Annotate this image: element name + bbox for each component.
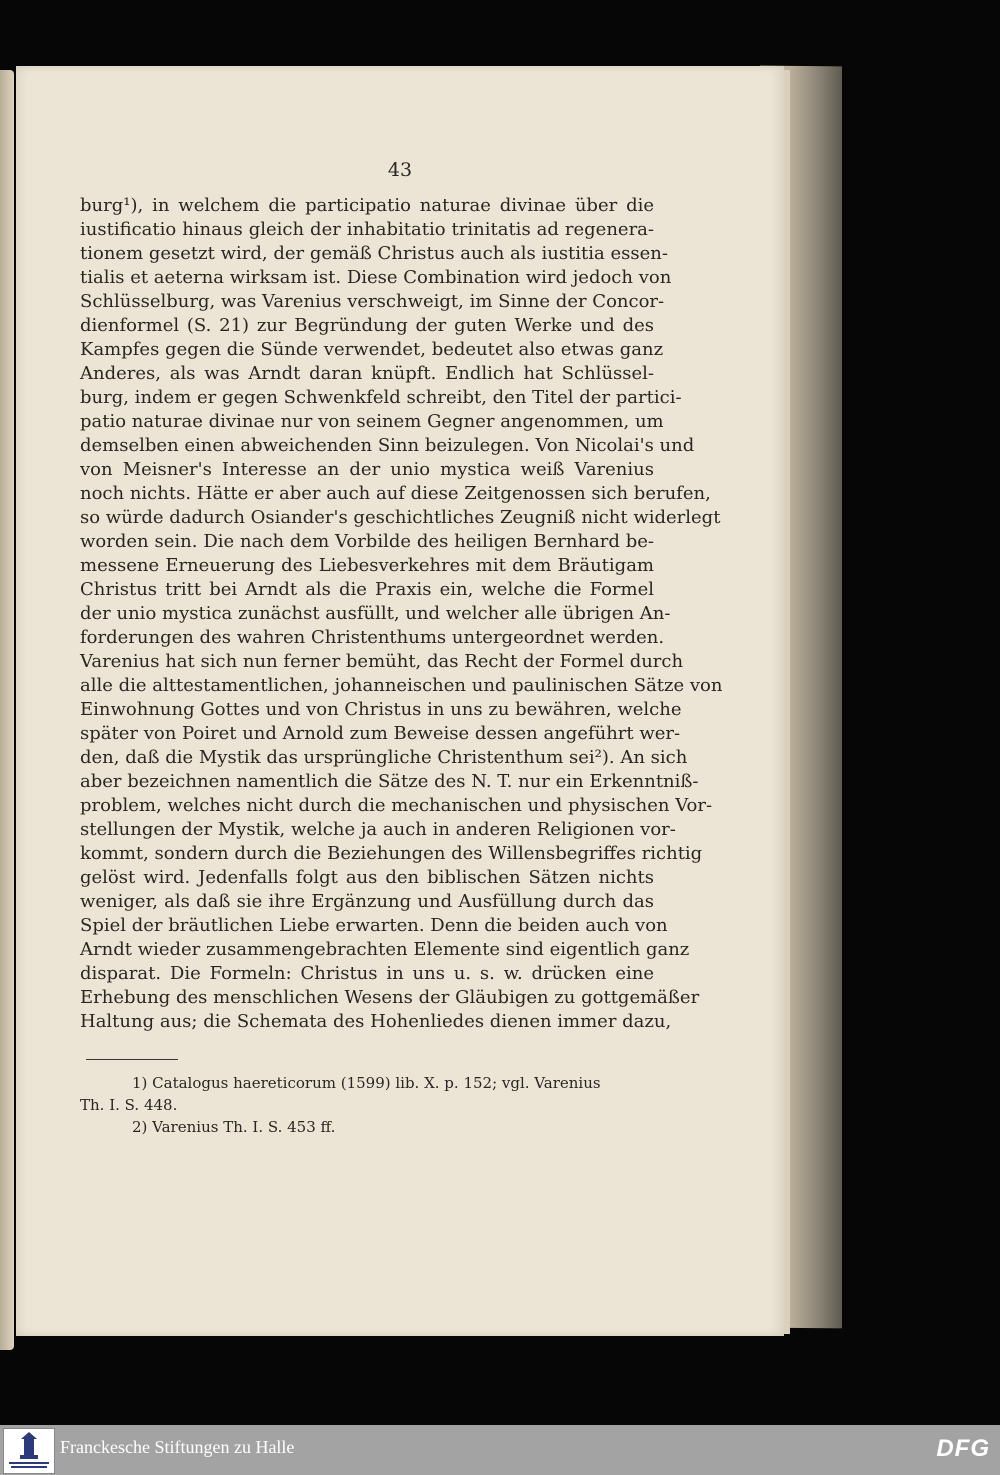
footnote-1: 1) Catalogus haereticorum (1599) lib. X. p. 152; vgl. Varenius <box>132 1074 601 1092</box>
francke-crest-icon <box>4 1429 54 1473</box>
text-line: burg¹), in welchem die participatio naturae divinae über die <box>80 195 654 216</box>
text-line: messene Erneuerung des Liebesverkehres mit dem Bräutigam <box>80 555 654 576</box>
text-line: Einwohnung Gottes und von Christus in uns zu bewähren, welche <box>80 699 682 720</box>
text-line: dienformel (S. 21) zur Begründung der guten Werke und des <box>80 315 654 336</box>
page-number: 43 <box>387 159 413 181</box>
text-line: tialis et aeterna wirksam ist. Diese Combination wird jedoch von <box>80 267 672 288</box>
text-line: iustificatio hinaus gleich der inhabitatio trinitatis ad regenera- <box>80 219 654 240</box>
text-line: Christus tritt bei Arndt als die Praxis ein, welche die Formel <box>80 579 654 600</box>
text-line: gelöst wird. Jedenfalls folgt aus den biblischen Sätzen nichts <box>80 867 654 888</box>
text-line: aber bezeichnen namentlich die Sätze des N. T. nur ein Erkenntniß- <box>80 771 699 792</box>
footnote-1-continued: Th. I. S. 448. <box>80 1096 178 1114</box>
text-line: Schlüsselburg, was Varenius verschweigt, im Sinne der Concor- <box>80 291 665 312</box>
text-line: so würde dadurch Osiander's geschichtliches Zeugniß nicht widerlegt <box>80 507 721 528</box>
text-line: später von Poiret und Arnold zum Beweise dessen angeführt wer- <box>80 723 681 744</box>
text-line: patio naturae divinae nur von seinem Gegner angenommen, um <box>80 411 664 432</box>
text-line: disparat. Die Formeln: Christus in uns u. s. w. drücken eine <box>80 963 654 984</box>
dfg-logo[interactable]: DFG <box>936 1435 990 1462</box>
institution-logo[interactable] <box>3 1428 55 1474</box>
text-line: noch nichts. Hätte er aber auch auf diese Zeitgenossen sich berufen, <box>80 483 711 504</box>
institution-name[interactable]: Franckesche Stiftungen zu Halle <box>60 1437 295 1457</box>
text-line: stellungen der Mystik, welche ja auch in anderen Religionen vor- <box>80 819 676 840</box>
text-line: Varenius hat sich nun ferner bemüht, das Recht der Formel durch <box>80 651 684 672</box>
footnotes <box>80 1072 654 1138</box>
text-line: alle die alttestamentlichen, johanneischen und paulinischen Sätze von <box>80 675 723 696</box>
text-line: worden sein. Die nach dem Vorbilde des heiligen Bernhard be- <box>80 531 654 552</box>
text-line: problem, welches nicht durch die mechanischen und physischen Vor- <box>80 795 713 816</box>
text-line: forderungen des wahren Christenthums untergeordnet werden. <box>80 627 665 648</box>
text-line: Haltung aus; die Schemata des Hohenliedes dienen immer dazu, <box>80 1011 672 1032</box>
text-line: Erhebung des menschlichen Wesens der Gläubigen zu gottgemäßer <box>80 987 700 1008</box>
text-line: tionem gesetzt wird, der gemäß Christus auch als iustitia essen- <box>80 243 668 264</box>
body-text <box>80 194 723 1034</box>
viewer-footer <box>0 1425 1000 1475</box>
text-line: Arndt wieder zusammengebrachten Elemente sind eigentlich ganz <box>80 939 690 960</box>
text-line: burg, indem er gegen Schwenkfeld schreibt, den Titel der partici- <box>80 387 682 408</box>
text-line: Kampfes gegen die Sünde verwendet, bedeutet also etwas ganz <box>80 339 664 360</box>
left-page-edge <box>0 70 14 1350</box>
text-line: Spiel der bräutlichen Liebe erwarten. Denn die beiden auch von <box>80 915 668 936</box>
text-line: demselben einen abweichenden Sinn beizulegen. Von Nicolai's und <box>80 435 695 456</box>
text-line: der unio mystica zunächst ausfüllt, und welcher alle übrigen An- <box>80 603 671 624</box>
footnote-2: 2) Varenius Th. I. S. 453 ff. <box>132 1118 336 1136</box>
text-line: kommt, sondern durch die Beziehungen des Willensbegriffes richtig <box>80 843 703 864</box>
text-line: den, daß die Mystik das ursprüngliche Christenthum sei²). An sich <box>80 747 688 768</box>
footnote-divider <box>86 1059 178 1060</box>
text-line: von Meisner's Interesse an der unio mystica weiß Varenius <box>80 459 654 480</box>
book-page <box>16 66 784 1336</box>
text-line: Anderes, als was Arndt daran knüpft. Endlich hat Schlüssel- <box>80 363 654 384</box>
text-line: weniger, als daß sie ihre Ergänzung und Ausfüllung durch das <box>80 891 654 912</box>
